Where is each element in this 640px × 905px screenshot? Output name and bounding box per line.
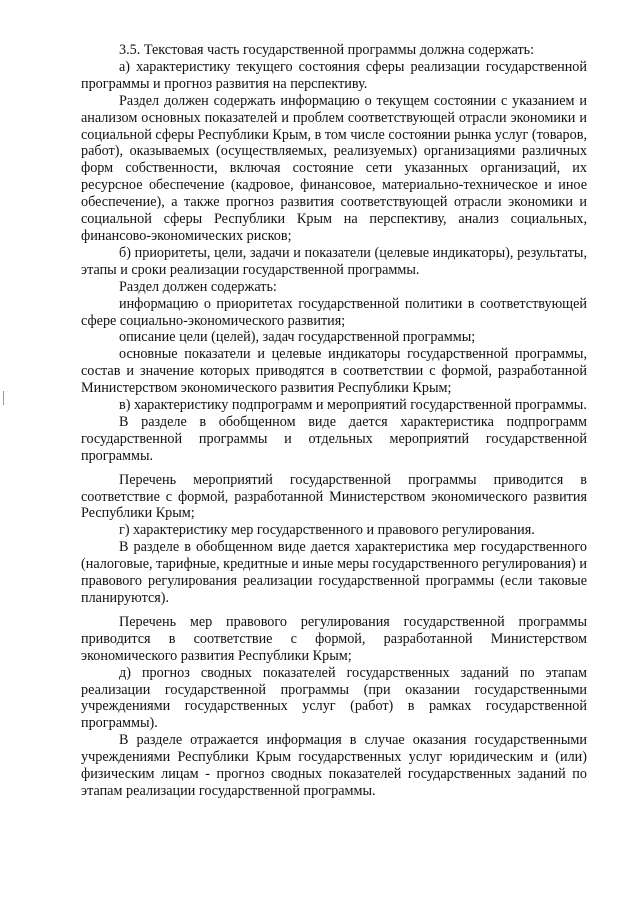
paragraph-state-tasks-forecast: В разделе отражается информация в случае оказания государственными учреждениями Республики Крым государственных услуг юридическим и (или) физическим лицам - прогноз сводных показателей государственных заданий по этапам реализации государственной программы. <box>81 732 587 799</box>
paragraph-priorities-info: информацию о приоритетах государственной политики в соответствующей сфере социально-экономического развития; <box>81 295 587 329</box>
paragraph-measures-list: Перечень мероприятий государственной программы приводится в соответствие с формой, разработанной Министерством экономического развития Республики Крым; <box>81 471 587 522</box>
paragraph-item-v: в) характеристику подпрограмм и мероприятий государственной программы. <box>119 397 587 414</box>
paragraph-main-indicators: основные показатели и целевые индикаторы государственной программы, состав и значение которых приводятся в соответствии с формой, разработанной Министерством экономического развития Республики Крым; <box>81 346 587 397</box>
paragraph-section-content-current-state: Раздел должен содержать информацию о текущем состоянии с указанием и анализом основных показателей и проблем соответствующей отрасли экономики и социальной сферы Республики Крым, в том числе состоянии рынка услуг (товаров, работ), оказываемых (осуществляемых, реализуемых) организациями различных форм собственности, включая состояние сети указанных организаций, их ресурсное обеспечение (кадровое, финансовое, материально-техническое и иное обеспечение), а также прогноз развития соответствующей отрасли экономики и социальной сферы Республики Крым на перспективу, анализ социальных, финансово-экономических рисков; <box>81 92 587 244</box>
paragraph-goals-description: описание цели (целей), задач государственной программы; <box>119 329 476 346</box>
paragraph-item-d: д) прогноз сводных показателей государственных заданий по этапам реализации государственной программы (при оказании государственными учреждениями государственных услуг (работ) в рамках государственной программы). <box>81 664 587 732</box>
paragraph-section-3-5-heading: 3.5. Текстовая часть государственной программы должна содержать: <box>119 42 535 58</box>
paragraph-item-a: а) характеристику текущего состояния сферы реализации государственной программы и прогноз развития на перспективу. <box>81 58 587 92</box>
paragraph-legal-measures-list: Перечень мер правового регулирования государственной программы приводится в соответствие с формой, разработанной Министерством экономического развития Республики Крым; <box>81 613 587 664</box>
paragraph-subprograms-description: В разделе в обобщенном виде дается характеристика подпрограмм государственной программы и отдельных мероприятий государственной программы. <box>81 413 587 464</box>
paragraph-item-b: б) приоритеты, цели, задачи и показатели (целевые индикаторы), результаты, этапы и сроки реализации государственной программы. <box>81 244 587 278</box>
paragraph-item-g: г) характеристику мер государственного и правового регулирования. <box>119 522 535 539</box>
paragraph-section-must-contain: Раздел должен содержать: <box>119 278 277 295</box>
paragraph-regulation-description: В разделе в обобщенном виде дается характеристика мер государственного (налоговые, тарифные, кредитные и иные меры государственного регулирования) и правового регулирования реализации государственной программы (если таковые планируются). <box>81 539 587 606</box>
document-page <box>81 42 587 800</box>
margin-scan-mark <box>3 391 4 405</box>
